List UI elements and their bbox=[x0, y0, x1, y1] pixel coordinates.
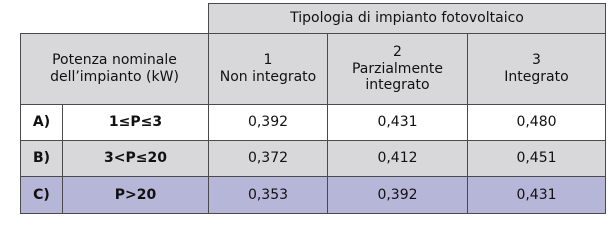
row-range: P>20 bbox=[114, 186, 157, 203]
column-header-2 bbox=[327, 33, 468, 105]
table-cell: 0,412 bbox=[377, 150, 418, 167]
row-b-value-3 bbox=[467, 140, 606, 177]
left-header-line1: Potenza nominale bbox=[52, 52, 177, 69]
column-number: 2 bbox=[393, 43, 402, 60]
column-label-line2: integrato bbox=[365, 77, 430, 94]
row-c-value-2 bbox=[327, 176, 468, 214]
row-b-range bbox=[62, 140, 209, 177]
table-cell: 0,392 bbox=[377, 186, 418, 203]
top-header-label: Tipologia di impianto fotovoltaico bbox=[290, 10, 524, 27]
row-id: B) bbox=[32, 150, 51, 167]
row-id: C) bbox=[33, 186, 50, 203]
row-a-range bbox=[62, 104, 209, 141]
row-c-value-3 bbox=[467, 176, 606, 214]
column-number: 3 bbox=[532, 52, 541, 69]
table-cell: 0,431 bbox=[516, 186, 557, 203]
column-header-1 bbox=[208, 33, 328, 105]
row-a-id bbox=[20, 104, 63, 141]
row-id: A) bbox=[32, 114, 51, 131]
row-b-value-2 bbox=[327, 140, 468, 177]
row-range: 1≤P≤3 bbox=[108, 114, 163, 131]
column-number: 1 bbox=[263, 52, 273, 69]
table-cell: 0,431 bbox=[377, 114, 418, 131]
column-header-3 bbox=[467, 33, 606, 105]
row-a-value-2 bbox=[327, 104, 468, 141]
table-cell: 0,480 bbox=[516, 114, 557, 131]
column-label: Integrato bbox=[504, 69, 569, 85]
row-b-value-1 bbox=[208, 140, 328, 177]
column-label: Non integrato bbox=[219, 69, 317, 85]
column-label: Parzialmente bbox=[351, 60, 444, 77]
row-c-range bbox=[62, 176, 209, 214]
row-b-id bbox=[20, 140, 63, 177]
left-header-line2: dell’impianto (kW) bbox=[50, 69, 179, 85]
left-header bbox=[20, 33, 209, 105]
row-a-value-3 bbox=[467, 104, 606, 141]
row-c-id bbox=[20, 176, 63, 214]
table-top-header bbox=[208, 3, 606, 34]
table-cell: 0,451 bbox=[516, 150, 557, 167]
table-cell: 0,372 bbox=[247, 150, 289, 167]
row-c-value-1 bbox=[208, 176, 328, 214]
row-a-value-1 bbox=[208, 104, 328, 141]
row-range: 3<P≤20 bbox=[104, 150, 167, 167]
table-cell: 0,392 bbox=[247, 114, 289, 131]
table-cell: 0,353 bbox=[247, 186, 289, 203]
